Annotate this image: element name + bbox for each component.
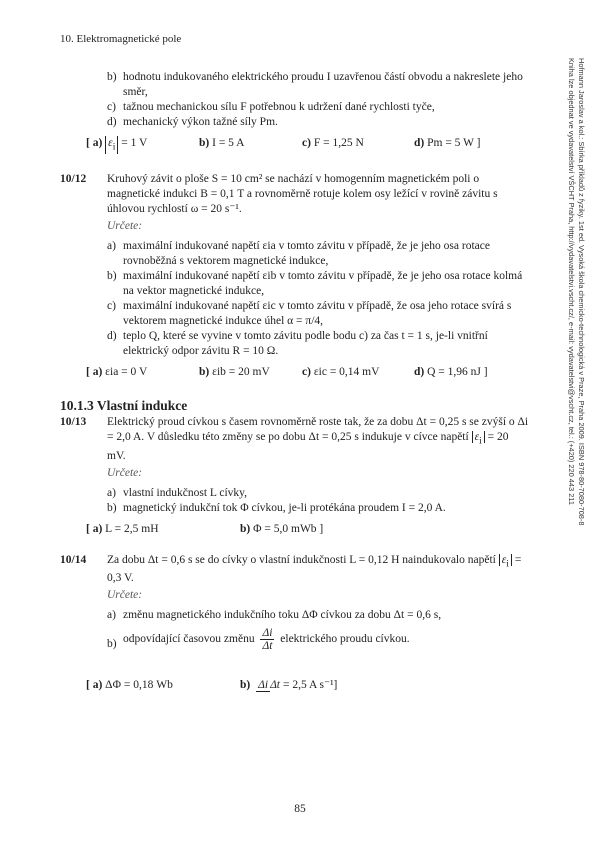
- p12-item-b: b) maximální indukované napětí εib v tomto závitu v případě, že je jeho osa rotace kolmá na vektor magnetické indukce,: [107, 270, 523, 298]
- di-dt-fraction: $\frac{\Delta i}{\Delta t}$: [262, 626, 273, 652]
- p13-item-b: b) magnetický indukční tok Φ cívkou, je-li protékána proudem I = 2,0 A.: [107, 501, 446, 514]
- p11-answers: [ a) $\varepsilon_i = 1$ V b) I = 5 A c) F = 1,25 N d) Pm = 5 W ]: [86, 137, 481, 153]
- side-note: [566, 58, 586, 525]
- p13-item-a: a) vlastní indukčnost L cívky,: [107, 486, 248, 499]
- section-title: 10.1.3 Vlastní indukce: [60, 398, 188, 414]
- p14-item-a: a) změnu magnetického indukčního toku ΔΦ cívkou za dobu Δt = 0,6 s,: [107, 608, 442, 621]
- p12-answers: [ a) εia = 0 V b) εib = 20 mV c) εic = 0,14 mV d) Q = 1,96 nJ ]: [86, 366, 488, 379]
- side-note-line-1: Hofmann Jaroslav a kol.: Sbírka příkladů z fyziky. 1st ed. Vysoká škola chemicko-technologická v Praze, Praha 2009. ISBN 978-80-7080-708-8: [577, 58, 586, 526]
- problem-10-14: 10/14 Za dobu Δt = 0,6 s se do cívky o vlastní indukčnosti L = 0,12 H naindukovalo napětí $\varepsilon_i = 0,3$ V.: [60, 553, 522, 584]
- p13-answers: [ a) L = 2,5 mH b) Φ = 5,0 mWb ]: [86, 522, 324, 535]
- problem-10-13: 10/13 Elektrický proud cívkou s časem rovnoměrně roste tak, že za dobu Δt = 0,25 s se zvýší o Δi = 2,0 A. V důsledku této změny se po dobu Δt = 0,25 s indukuje v cívce napětí $\varepsilon_i = 20$ mV.: [60, 416, 529, 462]
- p14-item-b: b) odpovídající časovou změnu $\frac{\Delta i}{\Delta t}$ elektrického proudu cívkou.: [107, 626, 410, 652]
- p14-answers: [ a) ΔΦ = 0,18 Wb b) Δi Δt = 2,5 A s⁻¹]: [86, 678, 338, 691]
- problem-10-12: 10/12 Kruhový závit o ploše S = 10 cm² se nachází v homogenním magnetickém poli o magnetické indukci B = 0,1 T a rovnoměrně rotuje kolem osy ležící v rovině závitu s úhlovou rychlostí ω = 20 s⁻¹.: [60, 173, 498, 216]
- page-number: 85: [294, 803, 306, 815]
- p12-item-c: c) maximální indukované napětí εic v tomto závitu v případě, že osa jeho rotace svírá s vektorem magnetické indukce úhel α = π/4,: [107, 300, 512, 328]
- p11-item-d: d) mechanický výkon tažné síly Pm.: [107, 116, 278, 128]
- p11-item-c: c) tažnou mechanickou sílu F potřebnou k udržení dané rychlosti tyče,: [107, 101, 435, 113]
- p11-item-b: b) hodnotu indukovaného elektrického proudu I uzavřenou částí obvodu a nakreslete jeho směr,: [107, 71, 523, 98]
- side-note-line-2: Kniha lze objednat ve vydavatelství VŠCHT Praha, http://vydavatelstvi.vscht.cz/, e-mail: vydavatelstvi@vscht.cz, tel.: (+420) 220 443 211: [567, 58, 576, 505]
- page-content: b) hodnotu indukovaného elektrického proudu I uzavřenou částí obvodu a nakreslete jeho směr, c) tažnou mechanickou sílu F potřebnou k udržení dané rychlosti tyče, d) mechanický výkon tažné síly Pm. [ a) $\varepsilon_i = 1$ V b) I = 5 A c) F = 1,25 N d) Pm = 5 W ] 10/12 Kruhový závit o ploše S = 10 cm² se nachází v homogenním magnetickém poli o magnetické indukci B = 0,1 T a rovnoměrně rotuje kolem osy ležící v rovině závitu s úhlovou rychlostí ω = 20 s⁻¹. Určete: a) maximální indukované napětí εia v tomto závitu v případě, že je jeho osa rotace rovnoběžná s vektorem magnetické indukce, b) maximální indukované napětí εib v tomto závitu v případě, že je jeho osa rotace kolmá na vektor magnetické indukce, c) maximální indukované napětí εic v tomto závitu v případě, že osa jeho rotace svírá s vektorem magnetické indukce úhel α = π/4, d) teplo Q, které se vyvine v tomto závitu podle bodu c) za čas t = 1 s, je-li vnitřní elektrický odpor závitu R = 10 Ω. [ a) εia = 0 V b) εib = 20 mV c) εic = 0,14 mV d) Q = 1,96 nJ ] 10.1.3 Vlastní indukce 10/13 Elektrický proud cívkou s časem rovnoměrně roste tak, že za dobu Δt = 0,25 s se zvýší o Δi = 2,0 A. V důsledku této změny se po dobu Δt = 0,25 s indukuje v cívce napětí $\varepsilon_i = 20$ mV. Určete: a) vlastní indukčnost L cívky, b) magnetický indukční tok Φ cívkou, je-li protékána proudem I = 2,0 A. [ a) L = 2,5 mH b) Φ = 5,0 mWb ] 10/14 Za dobu Δt = 0,6 s se do cívky o vlastní indukčnosti L = 0,12 H naindukovalo napětí $\varepsilon_i = 0,3$ V. Určete: a) změnu magnetického indukčního toku ΔΦ cívkou za dobu Δt = 0,6 s, b) odpovídající časovou změnu $\frac{\Delta i}{\Delta t}$ elektrického proudu cívkou. [ a) ΔΦ = 0,18 Wb b) Δi Δt = 2,5 A s⁻¹]: [60, 71, 529, 691]
- running-header: 10. Elektromagnetické pole: [60, 33, 182, 45]
- p12-item-a: a) maximální indukované napětí εia v tomto závitu v případě, že je jeho osa rotace rovnoběžná s vektorem magnetické indukce,: [107, 240, 490, 268]
- p12-item-d: d) teplo Q, které se vyvine v tomto závitu podle bodu c) za čas t = 1 s, je-li vnitřní elektrický odpor závitu R = 10 Ω.: [107, 330, 488, 358]
